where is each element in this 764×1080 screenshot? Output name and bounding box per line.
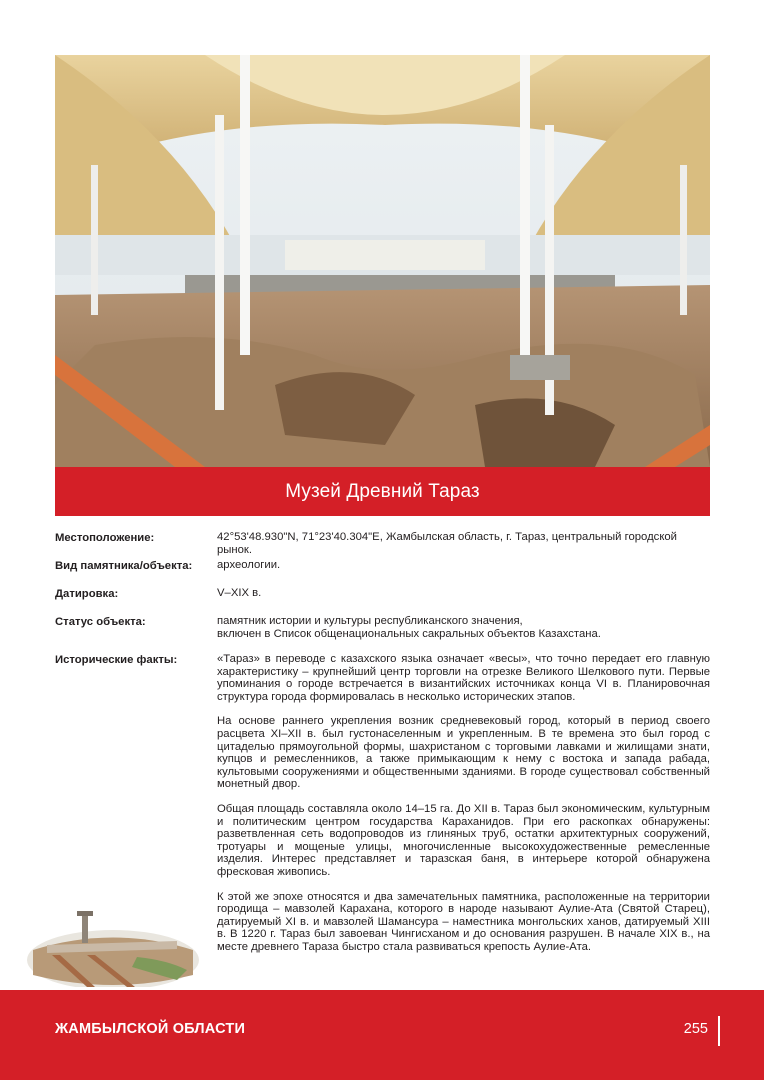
- type-value: археологии.: [217, 559, 281, 571]
- location-value: 42°53'48.930"N, 71°23'40.304"E, Жамбылская область, г. Тараз, центральный городской рынок.: [217, 531, 677, 556]
- location-label: Местоположение:: [55, 532, 155, 544]
- facts-paragraph: К этой же эпохе относятся и два замечательных памятника, расположенные на территории городища – мавзолей Карахана, которого в народе называют Аулие-Ата (Святой Старец), датируемый XI в. и мавзолей Шамансура – наместника монгольских ханов, датируемый XIII в. В 1220 г. Тараз был завоеван Чингисханом и до основания разрушен. В начале XIX в., на месте древнего Тараза быстро стала развиваться крепость Аулие-Ата.: [217, 890, 710, 953]
- footer-region: ЖАМБЫЛСКОЙ ОБЛАСТИ: [55, 1021, 246, 1037]
- dating-label: Датировка:: [55, 588, 119, 600]
- status-value: [217, 615, 710, 653]
- facts-label: Исторические факты:: [55, 654, 178, 666]
- footer-divider: [718, 1016, 720, 1046]
- facts-paragraph: На основе раннего укрепления возник средневековый город, который в период своего расцвета XI–XII в. был густонаселенным и укрепленным. В те времена это был город с цитаделью прямоугольной формы, шахристаном с торговыми лавками и жилищами знати, купцов и ремесленников, а также примыкающим к нему с востока и запада рабада, культовыми сооружениями и общественными зданиями. В городе существовал собственный монетный двор.: [217, 715, 710, 791]
- status-label: Статус объекта:: [55, 616, 146, 628]
- info-row-type: [55, 559, 710, 587]
- type-label: Вид памятника/объекта:: [55, 560, 193, 572]
- dating-value: V–XIX в.: [217, 587, 262, 599]
- info-table: [55, 531, 710, 953]
- footer-band: [0, 990, 764, 1080]
- status-line-2: включен в Список общенациональных сакральных объектов Казахстана.: [217, 627, 601, 640]
- facts-paragraph: Общая площадь составляла около 14–15 га. До XII в. Тараз был экономическим, культурным и политическим центром государства Караханидов. При его раскопках обнаружены: разветвленная сеть водопроводов из глиняных труб, остатки архитектурных сооружений, тротуары и мощеные улицы, многочисленные высокохудожественные ремесленные изделия. Интерес представляет и таразская баня, в интерьере которой обнаружена фресковая живопись.: [217, 802, 710, 878]
- hero-photo-museum-canopy: [55, 55, 710, 467]
- page-number: 255: [683, 1021, 708, 1037]
- facts-paragraph: «Тараз» в переводе с казахского языка означает «весы», что точно передает его главную характеристику – крупнейший центр торговли на отрезке Великого Шелкового пути. Первые упоминания о городе встречается в византийских источниках конца VI в. Планировочная структура города формировалась в несколько исторических этапов.: [217, 653, 710, 703]
- info-row-location: [55, 531, 710, 559]
- thumbnail-photo-site: [27, 905, 199, 987]
- facts-text: [217, 653, 710, 953]
- info-row-dating: [55, 587, 710, 615]
- status-line-1: памятник истории и культуры республиканского значения,: [217, 615, 523, 627]
- info-row-status: [55, 615, 710, 653]
- page-title: Музей Древний Тараз: [55, 467, 710, 516]
